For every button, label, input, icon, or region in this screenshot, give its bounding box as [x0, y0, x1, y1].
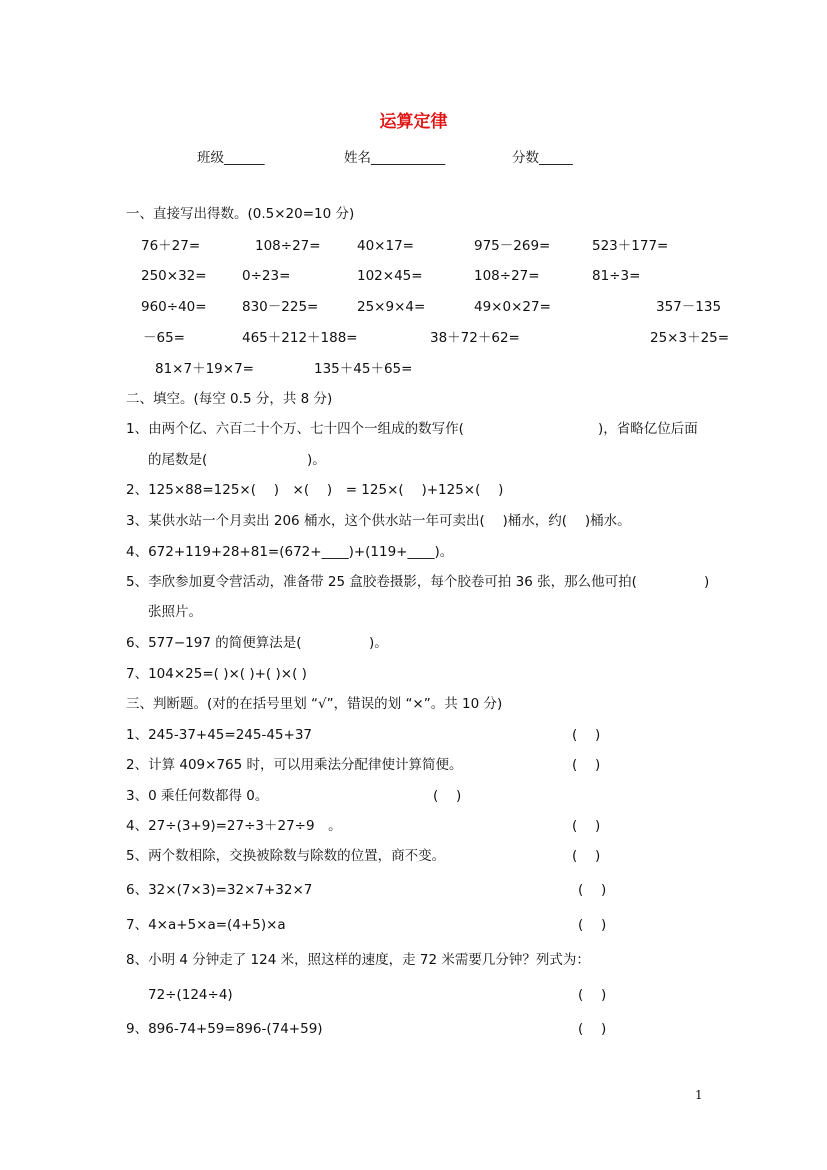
judge-item: 1、245-37+45=245-45+37 [126, 727, 313, 743]
fill-question-5: 5、李欣参加夏令营活动，准备带 25 盒胶卷摄影，每个胶卷可拍 36 张，那么他可拍( [126, 574, 637, 590]
section2-heading: 二、填空。(每空 0.5 分，共 8 分) [126, 391, 333, 407]
section3-heading: 三、判断题。(对的在括号里划 “√”，错误的划 “×”。共 10 分) [126, 696, 503, 712]
calc-item: 960÷40= [141, 299, 207, 315]
fill-question-1: 1、由两个亿、六百二十个万、七十四个一组成的数写作( [126, 421, 464, 437]
answer-bracket: ( ) [433, 788, 462, 804]
fill-question-1-cont-end: )。 [307, 452, 326, 468]
calc-item: 523＋177= [592, 238, 669, 254]
calc-item: 830－225= [242, 299, 319, 315]
judge-item: 5、两个数相除，交换被除数与除数的位置，商不变。 [126, 848, 446, 864]
calc-item: 81×7＋19×7= [155, 361, 254, 377]
judge-item: 2、计算 409×765 时，可以用乘法分配律使计算简便。 [126, 757, 463, 773]
fill-question-5-end: ) [704, 574, 710, 590]
calc-item: 465＋212＋188= [242, 330, 358, 346]
judge-item-cont: 72÷(124÷4) [148, 987, 233, 1003]
calc-item: 102×45= [357, 268, 423, 284]
fill-question-7: 7、104×25=( )×( )+( )×( ) [126, 666, 307, 682]
calc-item: 38＋72＋62= [430, 330, 520, 346]
judge-item: 6、32×(7×3)=32×7+32×7 [126, 882, 313, 898]
calc-item: 975－269= [474, 238, 551, 254]
judge-item: 9、896-74+59=896-(74+59) [126, 1021, 323, 1037]
name-field: 姓名___________ [344, 150, 446, 166]
calc-item: 0÷23= [242, 268, 291, 284]
answer-bracket: ( ) [578, 1021, 607, 1037]
fill-question-2: 2、125×88=125×( ) ×( ) = 125×( )+125×( ) [126, 482, 504, 498]
answer-bracket: ( ) [572, 848, 601, 864]
calc-item: 108÷27= [255, 238, 321, 254]
judge-item: 4、27÷(3+9)=27÷3＋27÷9 。 [126, 818, 342, 834]
fill-question-3: 3、某供水站一个月卖出 206 桶水，这个供水站一年可卖出( )桶水，约( )桶水。 [126, 513, 631, 529]
calc-item: －65= [143, 330, 185, 346]
calc-item: 25×3＋25= [650, 330, 730, 346]
judge-item: 7、4×a+5×a=(4+5)×a [126, 917, 286, 933]
calc-item: 250×32= [141, 268, 207, 284]
calc-item: 76＋27= [141, 238, 201, 254]
judge-item: 8、小明 4 分钟走了 124 米，照这样的速度，走 72 米需要几分钟？列式为： [126, 952, 590, 968]
calc-item: 135＋45＋65= [314, 361, 413, 377]
section1-heading: 一、直接写出得数。(0.5×20=10 分) [126, 206, 355, 222]
calc-item: 108÷27= [474, 268, 540, 284]
class-field: 班级______ [197, 150, 265, 166]
fill-question-6: 6、577−197 的简便算法是( )。 [126, 635, 388, 651]
calc-item: 357－135 [656, 299, 722, 315]
calc-item: 81÷3= [592, 268, 641, 284]
answer-bracket: ( ) [572, 727, 601, 743]
answer-bracket: ( ) [578, 917, 607, 933]
page-title: 运算定律 [379, 112, 448, 132]
calc-item: 40×17= [357, 238, 414, 254]
calc-item: 25×9×4= [357, 299, 426, 315]
calc-item: 49×0×27= [474, 299, 551, 315]
fill-question-4: 4、672+119+28+81=(672+____)+(119+____)。 [126, 544, 454, 560]
judge-item: 3、0 乘任何数都得 0。 [126, 788, 269, 804]
answer-bracket: ( ) [572, 757, 601, 773]
fill-question-5-cont: 张照片。 [148, 604, 202, 620]
answer-bracket: ( ) [572, 818, 601, 834]
answer-bracket: ( ) [578, 987, 607, 1003]
answer-bracket: ( ) [578, 882, 607, 898]
fill-question-1-cont: 的尾数是( [148, 452, 208, 468]
fill-question-1-end: )，省略亿位后面 [598, 421, 698, 437]
page-number: 1 [695, 1088, 703, 1102]
score-field: 分数_____ [512, 150, 573, 166]
